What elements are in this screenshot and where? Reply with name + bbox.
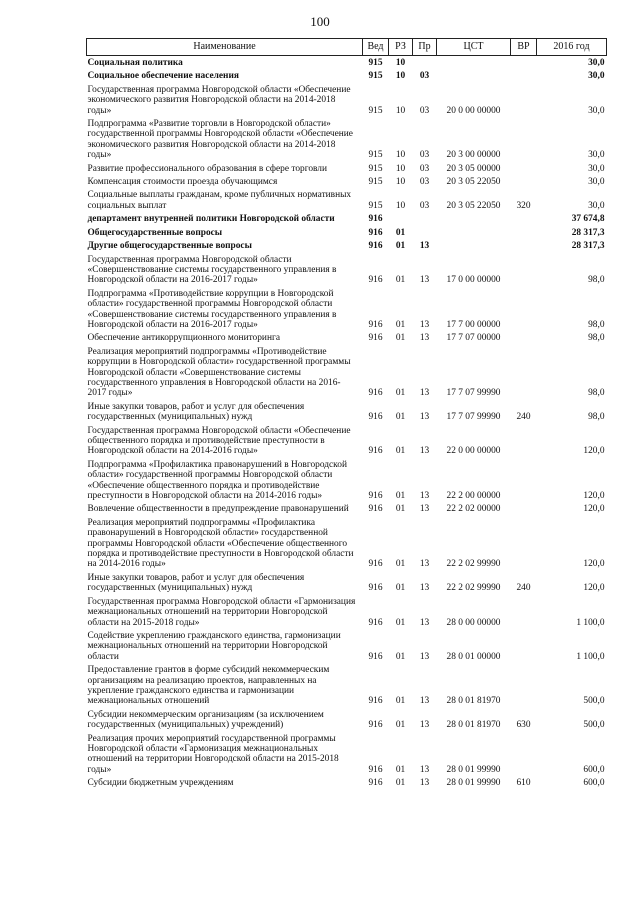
- cell-name: Обеспечение антикоррупционного мониторинга: [87, 333, 280, 344]
- cell-name: Другие общегосударственные вопросы: [87, 241, 252, 252]
- table-row: [87, 214, 607, 227]
- cell-cst: 28 0 01 81970: [446, 720, 501, 731]
- cell-vr: [511, 228, 537, 241]
- cell-ved: 916: [368, 764, 383, 775]
- cell-ved: 915: [368, 150, 383, 161]
- cell-vr: [511, 214, 537, 227]
- cell-rz: 01: [395, 504, 406, 515]
- cell-pr: 13: [419, 241, 430, 252]
- header-cst: ЦСТ: [437, 39, 511, 56]
- cell-ved: 915: [368, 105, 383, 116]
- cell-sum: 120,0: [583, 446, 605, 457]
- cell-vr: [511, 85, 537, 119]
- cell-pr: 13: [419, 559, 430, 570]
- cell-pr: 13: [419, 764, 430, 775]
- cell-sum: 600,0: [583, 764, 605, 775]
- cell-cst: 28 0 01 99990: [446, 778, 501, 789]
- cell-vr: [511, 734, 537, 779]
- cell-sum: 30,0: [588, 200, 605, 211]
- table-row: [87, 333, 607, 346]
- cell-rz: 01: [395, 491, 406, 502]
- cell-rz: 01: [395, 241, 406, 252]
- cell-vr: 630: [516, 720, 531, 731]
- cell-ved: 916: [368, 333, 383, 344]
- cell-name: Содействие укреплению гражданского единства, гармонизации межнациональных отношений на территории Новгородской области: [87, 630, 341, 662]
- cell-pr: 03: [419, 177, 430, 188]
- cell-rz: 01: [395, 446, 406, 457]
- cell-name: Иные закупки товаров, работ и услуг для обеспечения государственных (муниципальных) нужд: [87, 572, 305, 594]
- table-row: [87, 164, 607, 177]
- header-name: Наименование: [87, 39, 363, 56]
- cell-vr: [511, 631, 537, 665]
- cell-cst: [437, 56, 511, 72]
- cell-name: Развитие профессионального образования в сфере торговли: [87, 163, 328, 174]
- table-row: [87, 228, 607, 241]
- cell-sum: 500,0: [583, 720, 605, 731]
- table-row: [87, 177, 607, 190]
- cell-rz: 10: [395, 71, 406, 82]
- cell-ved: 916: [368, 720, 383, 731]
- table-row: [87, 289, 607, 334]
- cell-ved: 916: [368, 504, 383, 515]
- cell-name: Субсидии бюджетным учреждениям: [87, 778, 234, 789]
- cell-name: Социальная политика: [87, 58, 183, 68]
- cell-cst: 20 3 05 22050: [446, 177, 501, 188]
- cell-pr: 03: [419, 71, 430, 82]
- cell-ved: 916: [368, 491, 383, 502]
- cell-vr: [511, 665, 537, 710]
- cell-cst: 17 7 07 00000: [446, 333, 501, 344]
- cell-rz: 01: [395, 388, 406, 399]
- table-row: [87, 710, 607, 734]
- cell-name: Иные закупки товаров, работ и услуг для обеспечения государственных (муниципальных) нужд: [87, 401, 305, 423]
- cell-name: Компенсация стоимости проезда обучающимся: [87, 177, 278, 188]
- cell-sum: 600,0: [583, 778, 605, 789]
- page-number: 100: [310, 14, 330, 29]
- cell-sum: 120,0: [583, 559, 605, 570]
- cell-pr: [413, 214, 437, 227]
- cell-vr: [511, 333, 537, 346]
- cell-rz: 10: [395, 200, 406, 211]
- table-row: [87, 518, 607, 573]
- cell-cst: 28 0 01 81970: [446, 696, 501, 707]
- cell-ved: 916: [368, 651, 383, 662]
- cell-pr: [413, 56, 437, 72]
- cell-sum: 98,0: [588, 319, 605, 330]
- table-row: [87, 460, 607, 505]
- cell-name: Вовлечение общественности в предупреждение правонарушений: [87, 504, 349, 515]
- header-sum: 2016 год: [537, 39, 607, 56]
- cell-pr: 13: [419, 388, 430, 399]
- cell-pr: 13: [419, 696, 430, 707]
- table-row: [87, 665, 607, 710]
- cell-pr: 13: [419, 720, 430, 731]
- table-row: [87, 504, 607, 517]
- cell-name: Реализация прочих мероприятий государственной программы Новгородской области «Гармонизация межнациональных отношений на территории Новгородской области на 2015-2018 годы»: [87, 733, 339, 775]
- table-row: [87, 255, 607, 289]
- table-row: [87, 347, 607, 402]
- cell-sum: 120,0: [583, 504, 605, 515]
- cell-cst: 20 3 05 00000: [446, 163, 501, 174]
- cell-rz: 01: [395, 617, 406, 628]
- cell-name: Предоставление грантов в форме субсидий некоммерческим организациям на реализацию проектов, направленных на укрепление гражданского единства и гармонизации межнациональных отношений: [87, 665, 330, 707]
- cell-ved: 916: [368, 319, 383, 330]
- cell-ved: 915: [368, 200, 383, 211]
- cell-pr: 13: [419, 412, 430, 423]
- cell-cst: 22 2 02 00000: [446, 504, 501, 515]
- cell-cst: [437, 241, 511, 254]
- cell-ved: 915: [368, 177, 383, 188]
- cell-rz: 01: [395, 319, 406, 330]
- cell-ved: 916: [368, 227, 383, 238]
- cell-ved: 916: [368, 583, 383, 594]
- cell-sum: 1 100,0: [576, 651, 605, 662]
- cell-name: Субсидии некоммерческим организациям (за исключением государственных (муниципальных) учреждений): [87, 709, 324, 731]
- table-row: [87, 56, 607, 72]
- cell-sum: 98,0: [588, 412, 605, 423]
- table-row: [87, 402, 607, 426]
- cell-vr: [511, 119, 537, 164]
- cell-sum: 30,0: [588, 150, 605, 161]
- cell-rz: 01: [395, 412, 406, 423]
- cell-vr: [511, 504, 537, 517]
- header-vr: ВР: [511, 39, 537, 56]
- cell-vr: [511, 164, 537, 177]
- cell-vr: 240: [516, 583, 531, 594]
- cell-name: Государственная программа Новгородской области «Гармонизация межнациональных отношений на территории Новгородской области на 2015-2018 годы»: [87, 596, 356, 628]
- cell-name: Общегосударственные вопросы: [87, 227, 223, 238]
- cell-pr: 03: [419, 200, 430, 211]
- cell-pr: [413, 228, 437, 241]
- cell-cst: 22 2 02 99990: [446, 559, 501, 570]
- cell-name: Социальные выплаты гражданам, кроме публичных нормативных социальных выплат: [87, 190, 352, 211]
- cell-vr: [511, 460, 537, 505]
- cell-ved: 916: [368, 617, 383, 628]
- cell-cst: [437, 228, 511, 241]
- cell-name: Государственная программа Новгородской области «Обеспечение экономического развития Новгородской области на 2014-2018 годы»: [87, 84, 351, 116]
- cell-rz: 01: [395, 583, 406, 594]
- cell-cst: 17 7 00 00000: [446, 319, 501, 330]
- cell-sum: 1 100,0: [576, 617, 605, 628]
- cell-name: Социальное обеспечение населения: [87, 71, 239, 82]
- cell-pr: 13: [419, 446, 430, 457]
- header-rz: РЗ: [389, 39, 413, 56]
- cell-vr: [511, 241, 537, 254]
- cell-pr: 13: [419, 651, 430, 662]
- cell-vr: [511, 597, 537, 631]
- table-row: [87, 426, 607, 460]
- cell-ved: 915: [368, 58, 383, 68]
- cell-sum: 98,0: [588, 333, 605, 344]
- cell-sum: 30,0: [588, 58, 605, 68]
- cell-name: Государственная программа Новгородской области «Совершенствование системы государственного управления в Новгородской области на 2016-2017 годы»: [87, 254, 337, 286]
- cell-ved: 916: [368, 778, 383, 789]
- cell-cst: 17 0 00 00000: [446, 275, 501, 286]
- cell-vr: [511, 289, 537, 334]
- table-row: [87, 119, 607, 164]
- table-row: [87, 778, 607, 791]
- cell-pr: 13: [419, 583, 430, 594]
- cell-sum: 98,0: [588, 388, 605, 399]
- cell-cst: 28 0 01 99990: [446, 764, 501, 775]
- cell-cst: 22 2 02 99990: [446, 583, 501, 594]
- cell-vr: [511, 255, 537, 289]
- cell-rz: 10: [395, 163, 406, 174]
- cell-rz: 01: [395, 227, 406, 238]
- cell-vr: 240: [516, 412, 531, 423]
- cell-sum: 28 317,3: [571, 227, 605, 238]
- table-row: [87, 85, 607, 119]
- cell-sum: 30,0: [588, 163, 605, 174]
- cell-name: Подпрограмма «Профилактика правонарушений в Новгородской области» государственной программы Новгородской области «Обеспечение общественного порядка и противодействие преступности в Новгородской области на 2014-2016 годы»: [87, 459, 347, 502]
- cell-sum: 37 674,8: [571, 214, 605, 225]
- budget-table: [86, 38, 607, 792]
- cell-cst: 17 7 07 99990: [446, 388, 501, 399]
- cell-name: Подпрограмма «Противодействие коррупции в Новгородской области» государственной программы Новгородской области «Совершенствование системы государственного управления в Новгородской области на 2016-2017 годы»: [87, 288, 337, 330]
- cell-ved: 916: [368, 696, 383, 707]
- cell-ved: 916: [368, 412, 383, 423]
- cell-ved: 915: [368, 71, 383, 82]
- cell-vr: 320: [516, 200, 531, 211]
- cell-pr: 13: [419, 319, 430, 330]
- cell-pr: 13: [419, 617, 430, 628]
- cell-vr: [511, 426, 537, 460]
- cell-cst: 20 3 05 22050: [446, 200, 501, 211]
- cell-rz: 10: [395, 105, 406, 116]
- cell-name: Реализация мероприятий подпрограммы «Противодействие коррупции в Новгородской области» государственной программы Новгородской области «Совершенствование системы государственного управления в Новгородской области на 2016-2017 годы»: [87, 346, 351, 399]
- cell-name: Реализация мероприятий подпрограммы «Профилактика правонарушений в Новгородской области» государственной программы Новгородской области «Обеспечение общественного порядка и противодействие преступности в Новгородской области на 2014-2016 годы»: [87, 517, 354, 570]
- cell-sum: 30,0: [588, 71, 605, 82]
- header-pr: Пр: [413, 39, 437, 56]
- cell-pr: 13: [419, 778, 430, 789]
- cell-rz: 10: [395, 177, 406, 188]
- cell-cst: 22 0 00 00000: [446, 446, 501, 457]
- cell-rz: 01: [395, 333, 406, 344]
- header-ved: Вед: [363, 39, 389, 56]
- cell-ved: 916: [368, 214, 383, 225]
- cell-pr: 13: [419, 333, 430, 344]
- table-row: [87, 573, 607, 597]
- cell-cst: 28 0 01 00000: [446, 651, 501, 662]
- cell-ved: 916: [368, 388, 383, 399]
- cell-vr: [511, 347, 537, 402]
- cell-pr: 13: [419, 491, 430, 502]
- cell-name: департамент внутренней политики Новгородской области: [87, 214, 335, 225]
- cell-sum: 120,0: [583, 491, 605, 502]
- cell-ved: 915: [368, 163, 383, 174]
- cell-vr: 610: [516, 778, 531, 789]
- cell-cst: [437, 71, 511, 84]
- cell-rz: [389, 214, 413, 227]
- cell-sum: 98,0: [588, 275, 605, 286]
- table-row: [87, 597, 607, 631]
- cell-ved: 916: [368, 241, 383, 252]
- cell-pr: 03: [419, 150, 430, 161]
- cell-sum: 500,0: [583, 696, 605, 707]
- cell-sum: 120,0: [583, 583, 605, 594]
- cell-ved: 916: [368, 275, 383, 286]
- table-body: [87, 56, 607, 792]
- cell-sum: 28 317,3: [571, 241, 605, 252]
- table-row: [87, 734, 607, 779]
- cell-rz: 01: [395, 696, 406, 707]
- cell-cst: 20 3 00 00000: [446, 150, 501, 161]
- cell-cst: [437, 214, 511, 227]
- cell-name: Государственная программа Новгородской области «Обеспечение общественного порядка и противодействие преступности в Новгородской области на 2014-2016 годы»: [87, 425, 351, 457]
- cell-rz: 01: [395, 720, 406, 731]
- cell-rz: 01: [395, 559, 406, 570]
- cell-rz: 10: [395, 150, 406, 161]
- cell-pr: 03: [419, 105, 430, 116]
- cell-rz: 01: [395, 275, 406, 286]
- cell-name: Подпрограмма «Развитие торговли в Новгородской области» государственной программы Новгородской области «Обеспечение экономического развития Новгородской области на 2014-2018 годы»: [87, 119, 353, 161]
- cell-vr: [511, 518, 537, 573]
- cell-rz: 01: [395, 778, 406, 789]
- cell-cst: 22 2 00 00000: [446, 491, 501, 502]
- cell-rz: 01: [395, 764, 406, 775]
- cell-cst: 20 0 00 00000: [446, 105, 501, 116]
- cell-ved: 916: [368, 446, 383, 457]
- cell-pr: 13: [419, 275, 430, 286]
- cell-rz: 01: [395, 651, 406, 662]
- cell-pr: 03: [419, 163, 430, 174]
- table-row: [87, 71, 607, 84]
- cell-ved: 916: [368, 559, 383, 570]
- cell-sum: 30,0: [588, 105, 605, 116]
- cell-vr: [511, 177, 537, 190]
- table-row: [87, 190, 607, 214]
- cell-rz: 10: [395, 58, 406, 68]
- table-row: [87, 631, 607, 665]
- cell-sum: 30,0: [588, 177, 605, 188]
- cell-cst: 28 0 00 00000: [446, 617, 501, 628]
- table-row: [87, 241, 607, 254]
- cell-vr: [511, 71, 537, 84]
- table-header: [87, 39, 607, 56]
- cell-cst: 17 7 07 99990: [446, 412, 501, 423]
- cell-vr: [511, 56, 537, 72]
- cell-pr: 13: [419, 504, 430, 515]
